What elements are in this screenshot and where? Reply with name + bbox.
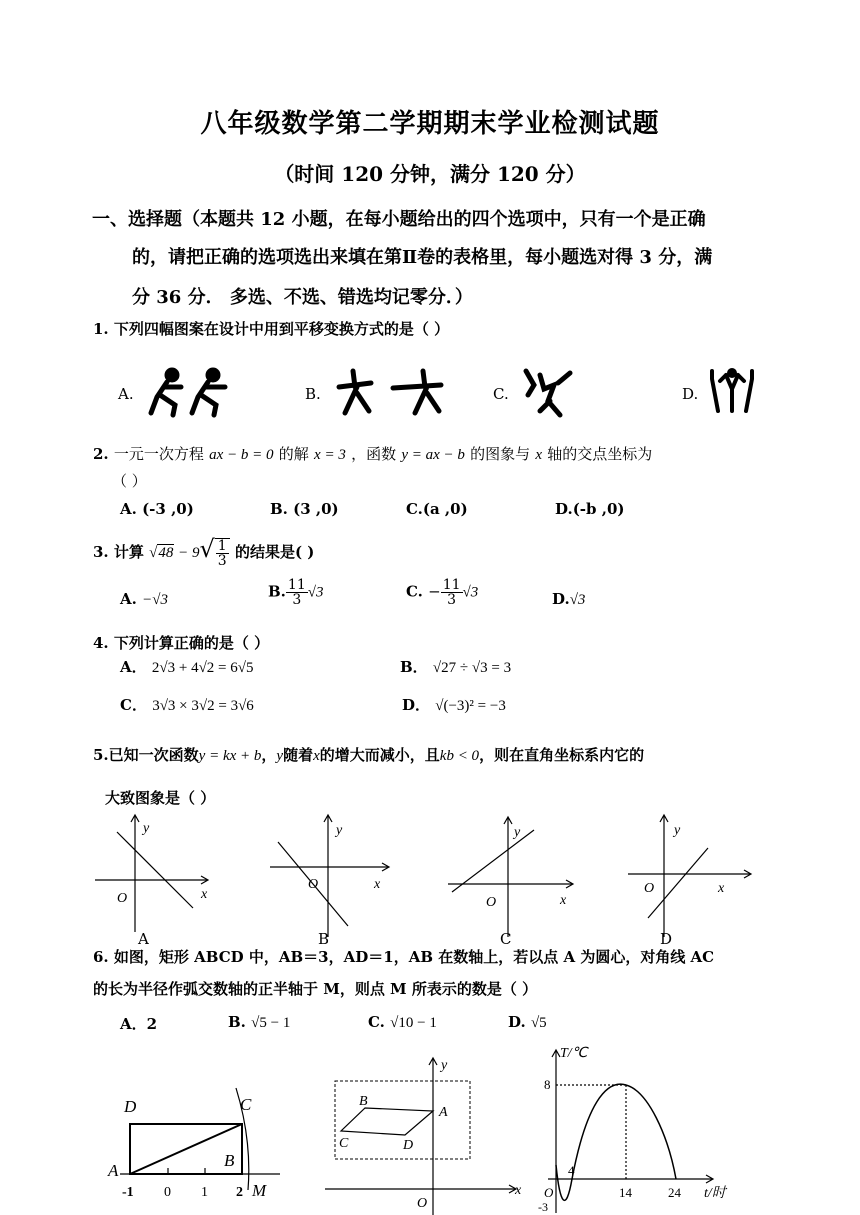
q1-label-d: D. (682, 385, 699, 403)
q3-pre: 3. 计算 (93, 543, 144, 561)
q5-graph-d (628, 812, 758, 942)
q5c-origin: O (486, 895, 497, 910)
q3-minus9: − 9 (174, 545, 200, 561)
q2-paren: （ ） (112, 472, 147, 490)
fig3-y-label: T/℃ (560, 1046, 588, 1061)
q5a-origin: O (117, 891, 128, 906)
fig2-point-b: B (359, 1094, 368, 1109)
q1-pattern-a (145, 365, 240, 420)
q5-graph-c (448, 812, 578, 942)
q4-option-b: B． √27 ÷ √3 = 3 (400, 658, 512, 676)
q5b-axis-x: x (374, 877, 381, 892)
q2-p2: 的解 (278, 445, 309, 463)
q4-option-a: A． 2√3 + 4√2 = 6√5 (120, 658, 254, 676)
q4-option-c: C． 3√3 × 3√2 = 3√6 (120, 696, 254, 714)
q3-line: 3. 计算 √48 − 9√ $\frac{1}{3}$ 的结果是( ) (93, 535, 315, 569)
fig3-tick-14: 14 (619, 1185, 632, 1200)
q2-p4: 的图象与 (470, 445, 531, 463)
q3-post: 的结果是( ) (234, 543, 315, 561)
q2-option-c: C.(a ,0) (406, 500, 468, 518)
q2-x: x (535, 447, 543, 463)
q3-option-c: C. − $\frac{11}{3}$ √3 (406, 577, 479, 608)
q2-line1 (93, 443, 652, 464)
fig1-point-a: A (108, 1161, 119, 1180)
section1-line2: 的，请把正确的选项选出来填在第Ⅱ卷的表格里，每小题选对得 3 分，满 (132, 247, 713, 268)
fig2-point-d: D (403, 1138, 414, 1153)
fig3-tick-neg3: -3 (538, 1200, 548, 1214)
figure-parallelogram (325, 1055, 535, 1215)
q3-frac-num: 1 (217, 538, 227, 554)
q5-label-b: B (318, 930, 330, 948)
q5-line1: 5.已知一次函数y = kx + b，y随着x的增大而减小，且kb < 0，则在直角坐标系内它的 (93, 746, 645, 764)
fig2-point-a: A (439, 1105, 448, 1120)
fig1-tick-1: 1 (201, 1185, 208, 1200)
q2-equation: ax − b = 0 (209, 447, 274, 463)
q6-line1: 6. 如图，矩形 ABCD 中，AB＝3，AD＝1，AB 在数轴上，若以点 A 为圆心，对角线 AC (93, 948, 715, 966)
q6-line2: 的长为半径作弧交数轴的正半轴于 M，则点 M 所表示的数是（ ） (93, 980, 538, 998)
q5d-origin: O (644, 881, 655, 896)
fig2-axis-x: x (515, 1183, 522, 1198)
fig1-point-m: M (252, 1181, 267, 1200)
fig3-tick-24: 24 (668, 1185, 681, 1200)
figure-rectangle-numberline (100, 1080, 285, 1210)
page-subtitle: （时间 120 分钟，满分 120 分） (274, 162, 586, 186)
q3-radicand: 48 (158, 545, 174, 561)
q2-p1: 一元一次方程 (113, 445, 204, 463)
q5b-axis-y: y (336, 823, 343, 838)
q1-pattern-b (335, 365, 445, 420)
q1-label-b: B. (305, 385, 321, 403)
fig1-tick-2: 2 (236, 1185, 243, 1200)
fig1-point-c: C (240, 1095, 252, 1114)
q6-option-c: C. √10 − 1 (368, 1013, 437, 1031)
q2-option-b: B. (3 ,0) (270, 500, 339, 518)
q2-p3: ，函数 (351, 445, 397, 463)
fig3-x-label: t/时 (704, 1186, 726, 1201)
q5-label-a: A (138, 930, 149, 948)
section1-line1: 一、选择题（本题共 12 小题，在每小题给出的四个选项中，只有一个是正确 (92, 209, 706, 230)
q5-label-d: D (660, 930, 673, 948)
q4-text: 4. 下列计算正确的是（ ） (93, 634, 270, 652)
q3-option-d: D.√3 (552, 590, 586, 608)
q5c-axis-y: y (514, 825, 521, 840)
q5d-axis-y: y (674, 823, 681, 838)
q3-option-b: B. $\frac{11}{3}$ √3 (268, 577, 324, 608)
q4-option-d: D． √(−3)² = −3 (402, 696, 506, 714)
q3-option-a: A. −√3 (120, 590, 168, 608)
q2-p5: 轴的交点坐标为 (547, 445, 653, 463)
q1-label-a: A. (118, 385, 134, 403)
fig3-origin: O (544, 1185, 554, 1200)
q5-label-c: C (500, 930, 512, 948)
fig2-axis-y: y (441, 1058, 448, 1073)
fig3-tick-8: 8 (544, 1077, 551, 1092)
q5-line2: 大致图象是（ ） (105, 789, 216, 807)
section1-line3: 分 36 分． 多选、不选、错选均记零分．） (132, 287, 473, 308)
q2-num: 2. (93, 445, 109, 463)
fig2-point-c: C (339, 1136, 349, 1151)
figure-temperature-curve (530, 1045, 740, 1215)
q5a-axis-y: y (143, 821, 150, 836)
q5-graph-b (270, 812, 395, 942)
q6-option-d: D. √5 (508, 1013, 547, 1031)
q1-label-c: C. (493, 385, 509, 403)
fig1-point-d: D (124, 1097, 137, 1116)
q6-option-a: A．2 (120, 1015, 158, 1033)
fig3-tick-4: 4 (568, 1163, 575, 1178)
q2-function: y = ax − b (401, 447, 465, 463)
q1-pattern-c (520, 365, 580, 420)
q2-option-a: A. (-3 ,0) (120, 500, 194, 518)
fig1-tick-0: 0 (164, 1185, 171, 1200)
fig1-tick-neg1: -1 (122, 1185, 134, 1200)
fig2-origin: O (417, 1196, 428, 1211)
q5a-axis-x: x (201, 887, 208, 902)
q5b-origin: O (308, 877, 319, 892)
q2-option-d: D.(-b ,0) (555, 500, 625, 518)
page-title: 八年级数学第二学期期末学业检测试题 (200, 109, 660, 139)
q5d-axis-x: x (718, 881, 725, 896)
q3-frac-den: 3 (217, 553, 227, 569)
q6-option-b: B. √5 − 1 (228, 1013, 291, 1031)
q1-text: 1. 下列四幅图案在设计中用到平移变换方式的是（ ） (93, 320, 450, 338)
q2-solution: x = 3 (314, 447, 346, 463)
fig1-point-b: B (224, 1151, 235, 1170)
q1-pattern-d (708, 367, 756, 417)
q5-graph-a (95, 812, 215, 942)
q5c-axis-x: x (560, 893, 567, 908)
